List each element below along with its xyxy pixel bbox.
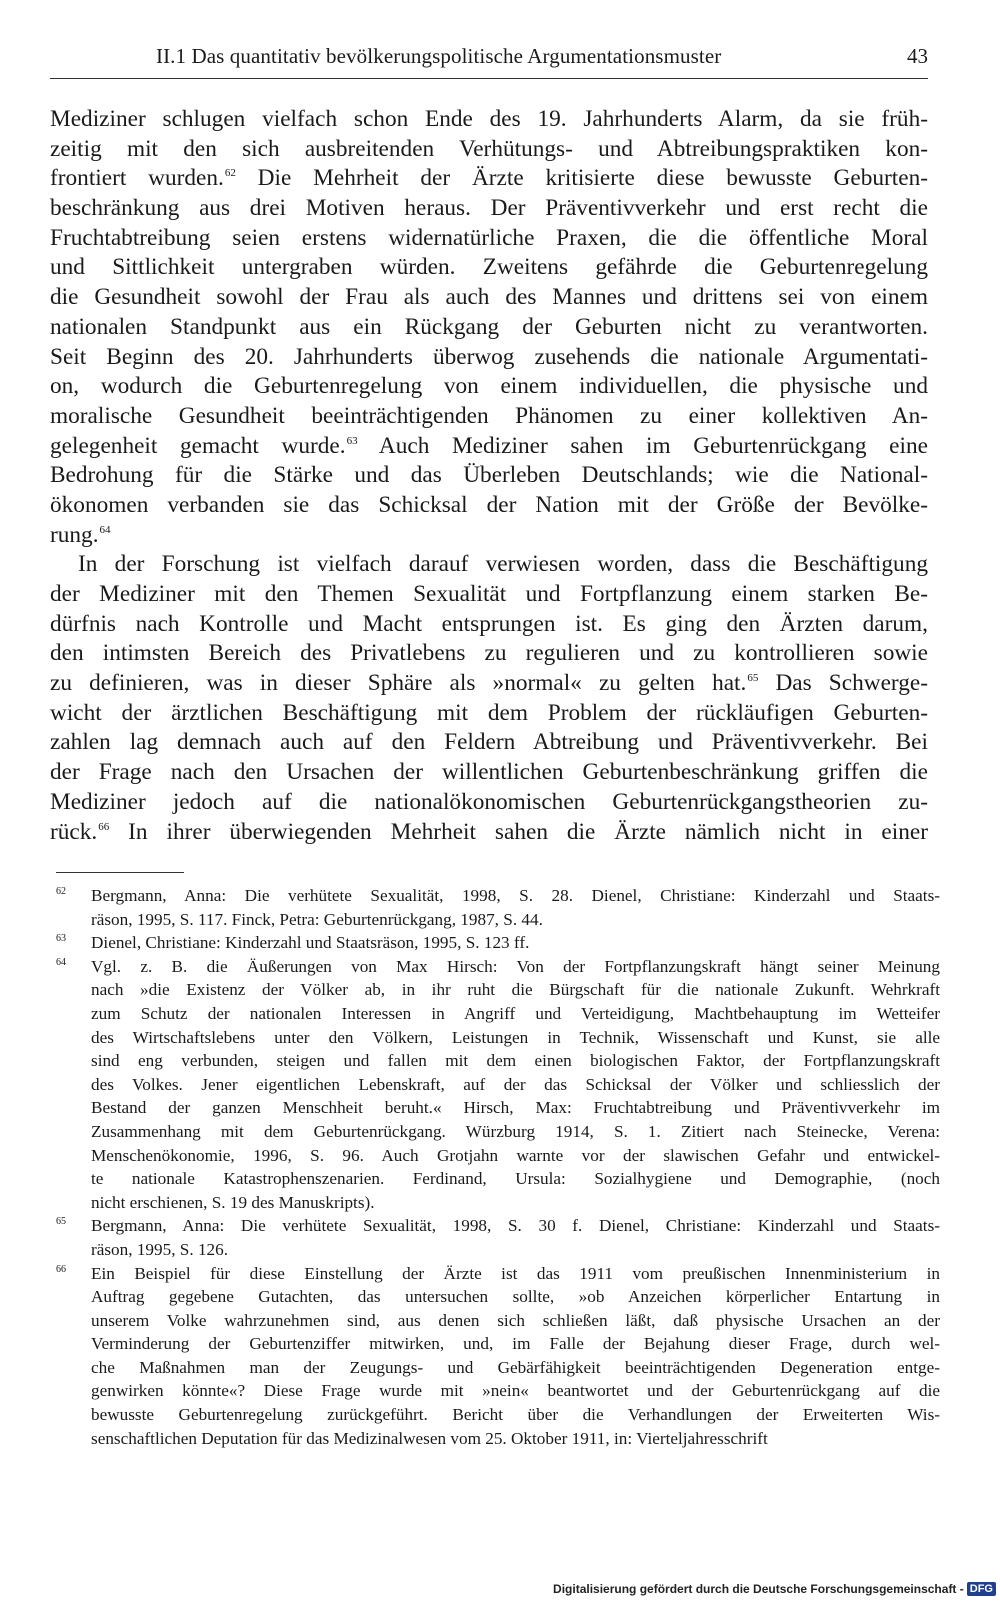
body-line bbox=[50, 461, 928, 491]
body-line-text: beschränkung aus drei Motiven heraus. Der Präventivverkehr und erst recht die bbox=[50, 195, 928, 222]
body-line bbox=[50, 135, 928, 165]
body-line bbox=[50, 550, 928, 580]
body-line bbox=[50, 432, 928, 462]
footnote-line: zum Schutz der nationalen Interessen in Angriff und Verteidigung, Machtbehauptung im Wetteifer bbox=[91, 1003, 940, 1023]
body-line-text: Auch Mediziner sahen im Geburtenrückgang eine bbox=[357, 432, 928, 459]
footnote-63 bbox=[56, 931, 940, 955]
footnote-number: 62 bbox=[56, 886, 66, 897]
body-line-text: frontiert wurden. bbox=[50, 165, 224, 192]
body-line-text: In ihrer überwiegenden Mehrheit sahen die Ärzte nämlich nicht in einer bbox=[109, 818, 928, 845]
running-header bbox=[50, 44, 928, 79]
footnote-number: 66 bbox=[56, 1263, 66, 1275]
dfg-logo: DFG bbox=[967, 1582, 996, 1596]
body-line bbox=[50, 224, 928, 254]
footnote-65 bbox=[56, 1214, 940, 1261]
footnote-line: des Wirtschaftslebens unter den Völkern, Leistungen in Technik, Wissenschaft und Kunst, sie alle bbox=[91, 1027, 940, 1047]
footnote-reference[interactable]: 66 bbox=[98, 820, 110, 833]
body-line bbox=[50, 491, 928, 521]
body-line-text: wicht der ärztlichen Beschäftigung mit dem Problem der rückläufigen Geburten- bbox=[50, 699, 928, 726]
body-line bbox=[50, 402, 928, 432]
body-line bbox=[50, 164, 928, 194]
footnote-line: Menschenökonomie, 1996, S. 96. Auch Grotjahn warnte vor der slawischen Gefahr und entwickel- bbox=[91, 1145, 940, 1165]
body-line-text: der Frage nach den Ursachen der willentlichen Geburtenbeschränkung griffen die bbox=[50, 759, 928, 786]
footnote-line: des Volkes. Jener eigentlichen Lebenskraft, auf der das Schicksal der Völker und schliesslich der bbox=[91, 1074, 940, 1094]
body-line-text: moralische Gesundheit beeinträchtigenden Phänomen zu einer kollektiven An- bbox=[50, 402, 928, 429]
body-line-text: on, wodurch die Geburtenregelung von einem individuellen, die physische und bbox=[50, 373, 928, 400]
body-line-text: Die Mehrheit der Ärzte kritisierte diese bewusste Geburten- bbox=[235, 165, 928, 192]
footnotes bbox=[56, 884, 940, 1450]
footnote-number: 64 bbox=[56, 956, 66, 968]
body-line-text: nationalen Standpunkt aus ein Rückgang der Geburten nicht zu verantworten. bbox=[50, 313, 928, 340]
body-line-text: zeitig mit den sich ausbreitenden Verhütungs- und Abtreibungspraktiken kon- bbox=[50, 135, 928, 162]
footnote-reference[interactable]: 62 bbox=[224, 167, 236, 180]
footnote-62 bbox=[56, 884, 940, 931]
footnote-number: 63 bbox=[56, 933, 66, 945]
body-line bbox=[50, 521, 928, 551]
footnote-number: 65 bbox=[56, 1216, 66, 1228]
body-line bbox=[50, 343, 928, 373]
footnote-line: Dienel, Christiane: Kinderzahl und Staatsräson, 1995, S. 123 ff. bbox=[91, 933, 530, 953]
body-line-text: ökonomen verbanden sie das Schicksal der Nation mit der Größe der Bevölke- bbox=[50, 491, 928, 518]
footnote-line: Verminderung der Geburtenziffer mitwirken, und, im Falle der Bejahung dieser Frage, durch wel- bbox=[91, 1334, 940, 1354]
body-line-text: zu definieren, was in dieser Sphäre als »normal« zu gelten hat. bbox=[50, 670, 747, 697]
body-line-text: Das Schwerge- bbox=[758, 670, 929, 697]
footnote-line: Bestand der ganzen Menschheit beruht.« Hirsch, Max: Fruchtabtreibung und Präventivverkehr im bbox=[91, 1098, 940, 1118]
footnote-line: räson, 1995, S. 117. Finck, Petra: Geburtenrückgang, 1987, S. 44. bbox=[91, 909, 543, 929]
body-line bbox=[50, 283, 928, 313]
body-line-text: der Mediziner mit den Themen Sexualität und Fortpflanzung einem starken Be- bbox=[50, 581, 928, 607]
footnote-line: sind eng verbunden, steigen und fallen mit dem einen biologischen Faktor, der Fortpflanzungskraft bbox=[91, 1051, 940, 1071]
footnote-line: senschaftlichen Deputation für das Medizinalwesen vom 25. Oktober 1911, in: Vierteljahresschrift bbox=[91, 1428, 768, 1448]
footnote-reference[interactable]: 65 bbox=[747, 672, 759, 685]
body-line bbox=[50, 758, 928, 788]
footnote-line: räson, 1995, S. 126. bbox=[91, 1239, 229, 1259]
body-line-text: Mediziner jedoch auf die nationalökonomischen Geburtenrückgangstheorien zu- bbox=[50, 788, 928, 815]
footnote-line: Vgl. z. B. die Äußerungen von Max Hirsch: Von der Fortpflanzungskraft hängt seiner Meinung bbox=[91, 956, 940, 976]
footnote-line: Bergmann, Anna: Die verhütete Sexualität, 1998, S. 30 f. Dienel, Christiane: Kinderzahl und Staats- bbox=[91, 1216, 940, 1236]
footnote-64 bbox=[56, 955, 940, 1215]
body-line bbox=[50, 313, 928, 343]
footnote-66 bbox=[56, 1262, 940, 1451]
footnote-line: nach »die Existenz der Völker ab, in ihr ruht die Bürgschaft für die nationale Zukunft. Wehrkraft bbox=[91, 980, 940, 1000]
body-text bbox=[50, 105, 928, 847]
footnote-line: genwirken könnte«? Diese Frage wurde mit »nein« beantwortet und der Geburtenrückgang auf die bbox=[91, 1381, 940, 1401]
body-line-text: die Gesundheit sowohl der Frau als auch des Mannes und drittens sei von einem bbox=[50, 284, 928, 311]
body-line-text: Seit Beginn des 20. Jahrhunderts überwog zusehends die nationale Argumentati- bbox=[50, 343, 928, 370]
footnote-line: te nationale Katastrophenszenarien. Ferdinand, Ursula: Sozialhygiene und Demographie, (noch bbox=[91, 1169, 940, 1189]
body-line bbox=[50, 610, 928, 640]
footnote-line: nicht erschienen, S. 19 des Manuskripts). bbox=[91, 1192, 375, 1212]
body-line bbox=[50, 728, 928, 758]
body-line bbox=[50, 669, 928, 699]
body-line bbox=[50, 818, 928, 848]
footnote-line: che Maßnahmen man der Zeugungs- und Gebärfähigkeit beeinträchtigenden Degeneration entge- bbox=[91, 1357, 940, 1377]
footnote-line: Auftrag gegebene Gutachten, das untersuchen sollte, »ob Anzeichen körperlicher Entartung in bbox=[91, 1287, 940, 1307]
body-line-text: gelegenheit gemacht wurde. bbox=[50, 432, 346, 459]
body-line bbox=[50, 699, 928, 729]
body-line-text: Fruchtabtreibung seien erstens widernatürliche Praxen, die die öffentliche Moral bbox=[50, 224, 928, 251]
chapter-title: II.1 Das quantitativ bevölkerungspolitische Argumentationsmuster bbox=[156, 44, 722, 68]
footnote-separator bbox=[56, 872, 184, 873]
page-number: 43 bbox=[907, 44, 928, 68]
body-line bbox=[50, 788, 928, 818]
footnote-line: Ein Beispiel für diese Einstellung der Ärzte ist das 1911 vom preußischen Innenministerium in bbox=[91, 1263, 940, 1283]
body-line-text: rück. bbox=[50, 818, 98, 845]
body-line-text: Bedrohung für die Stärke und das Überleben Deutschlands; wie die National- bbox=[50, 462, 928, 489]
body-line bbox=[50, 194, 928, 224]
body-line bbox=[50, 639, 928, 669]
footnote-line: unserem Volke wahrzunehmen sind, aus denen sich schließen läßt, daß physische Ursachen an der bbox=[91, 1310, 940, 1330]
body-line bbox=[50, 580, 928, 610]
body-line-text: In der Forschung ist vielfach darauf verwiesen worden, dass die Beschäftigung bbox=[78, 551, 928, 578]
body-line-text: dürfnis nach Kontrolle und Macht entsprungen ist. Es ging den Ärzten darum, bbox=[50, 610, 928, 637]
footnote-reference[interactable]: 63 bbox=[346, 434, 358, 447]
body-line-text: zahlen lag demnach auch auf den Feldern Abtreibung und Präventivverkehr. Bei bbox=[50, 729, 928, 756]
body-line-text: den intimsten Bereich des Privatlebens zu regulieren und zu kontrollieren sowie bbox=[50, 640, 928, 667]
footnote-line: bewusste Geburtenregelung zurückgeführt. Bericht über die Verhandlungen der Erweiterten Wis- bbox=[91, 1405, 940, 1425]
credit-text: Digitalisierung gefördert durch die Deutsche Forschungsgemeinschaft - bbox=[553, 1582, 964, 1596]
body-line-text: rung. bbox=[50, 521, 99, 548]
body-line bbox=[50, 372, 928, 402]
body-line bbox=[50, 253, 928, 283]
footnote-reference[interactable]: 64 bbox=[99, 523, 111, 536]
footnote-line: Zusammenhang mit dem Geburtenrückgang. Würzburg 1914, S. 1. Zitiert nach Steinecke, Verena: bbox=[91, 1121, 940, 1141]
body-line bbox=[50, 105, 928, 135]
digitization-credit bbox=[553, 1582, 996, 1596]
body-line-text: und Sittlichkeit untergraben würden. Zweitens gefährde die Geburtenregelung bbox=[50, 254, 928, 281]
body-line-text: Mediziner schlugen vielfach schon Ende des 19. Jahrhunderts Alarm, da sie früh- bbox=[50, 106, 928, 132]
footnote-line: Bergmann, Anna: Die verhütete Sexualität, 1998, S. 28. Dienel, Christiane: Kinderzahl und Staats- bbox=[91, 886, 940, 905]
